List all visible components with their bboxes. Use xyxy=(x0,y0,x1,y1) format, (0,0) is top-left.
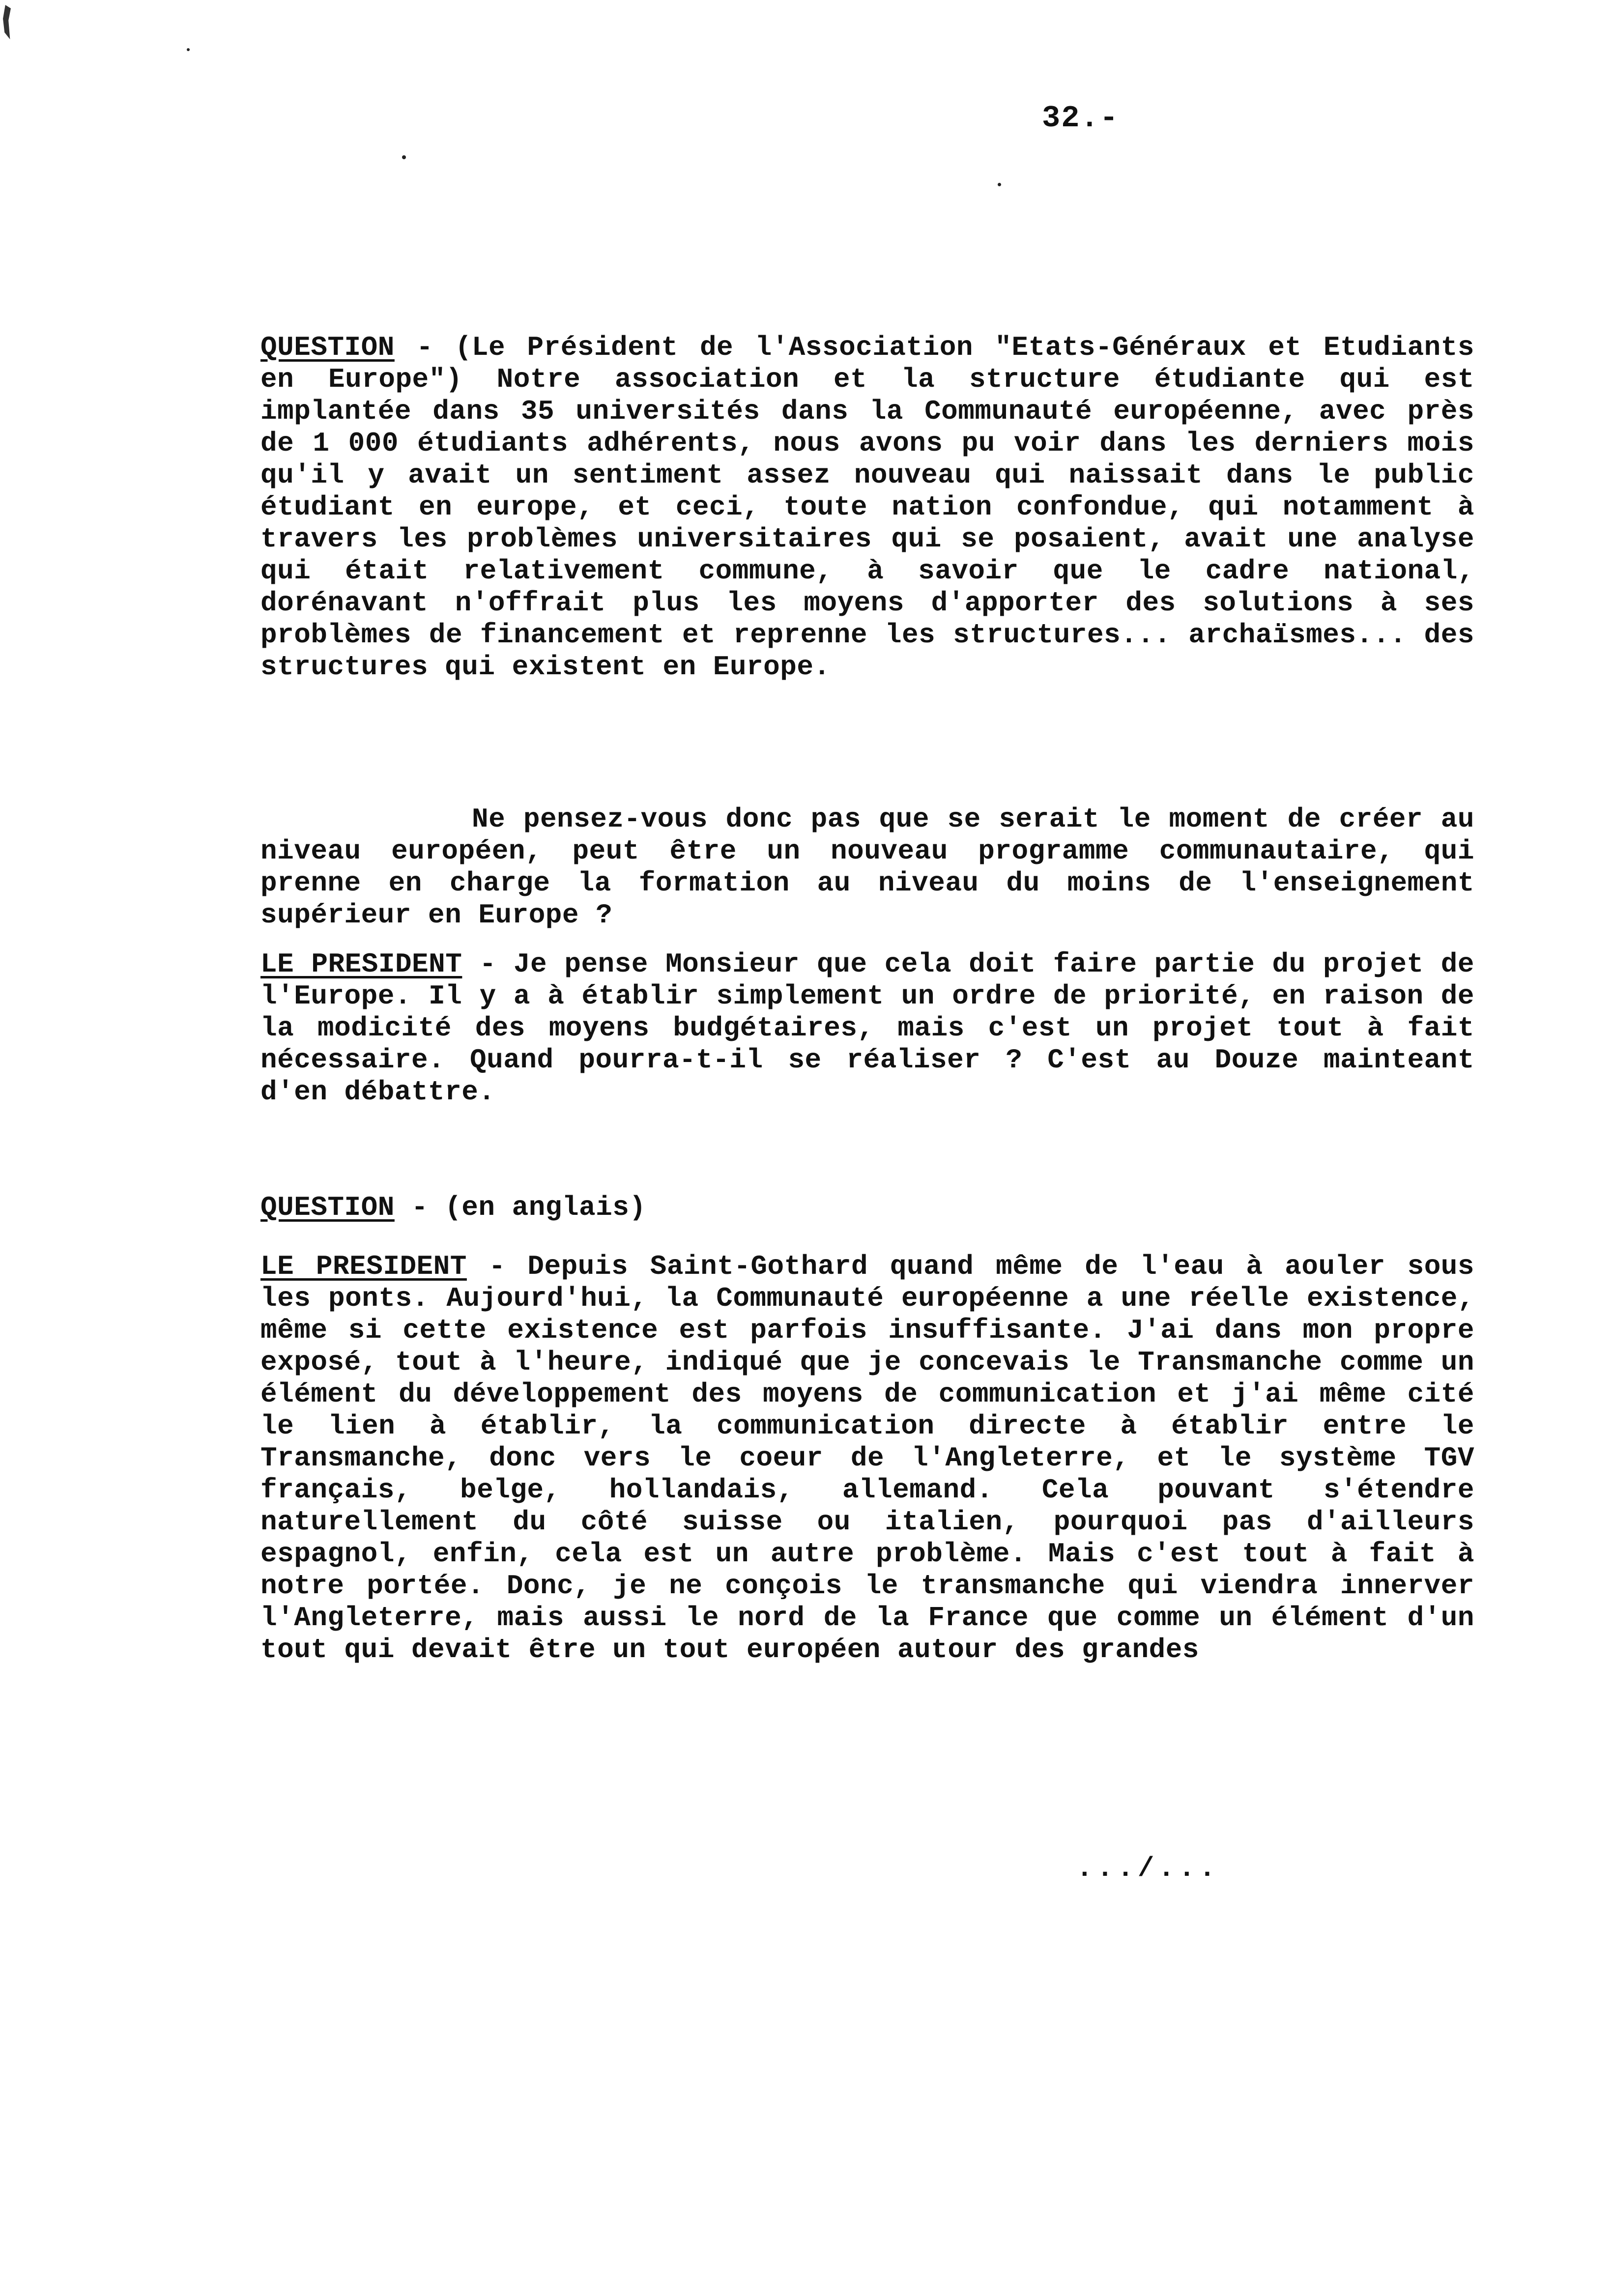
page-number: 32.- xyxy=(1042,101,1119,136)
paragraph-answer-1 xyxy=(260,917,1474,1108)
scan-speck xyxy=(998,183,1001,186)
continuation-mark: .../... xyxy=(1076,1853,1220,1884)
speaker-label: LE PRESIDENT xyxy=(260,1251,467,1282)
margin-scan-mark xyxy=(3,5,11,39)
speaker-label: QUESTION xyxy=(260,1192,395,1223)
paragraph-answer-2 xyxy=(260,1219,1474,1666)
paragraph-question-2 xyxy=(260,772,1474,931)
paragraph-text: Ne pensez-vous donc pas que se serait le moment de créer au niveau européen, peut être un nouveau programme communautaire, qui prenne en charge la formation au niveau du moins de l'enseignement supérieur en Europe ? xyxy=(260,804,1474,931)
paragraph-question-1 xyxy=(260,300,1474,683)
paragraph-text: - Je pense Monsieur que cela doit faire partie du projet de l'Europe. Il y a à établir simplement un ordre de priorité, en raison de la modicité des moyens budgétaires, mais c'est un projet tout à fait nécessaire. Quand pourra-t-il se réaliser ? C'est au Douze mainteant d'en débattre. xyxy=(260,948,1475,1108)
paragraph-text: - (Le Président de l'Association "Etats-Généraux et Etudiants en Europe") Notre association et la structure étudiante qui est implantée dans 35 universités dans la Communauté européenne, avec près de 1 000 étudiants adhérents, nous avons pu voir dans les derniers mois qu'il y avait un sentiment assez nouveau qui naissait dans le public étudiant en europe, et ceci, toute nation confondue, qui notamment à travers les problèmes universitaires qui se posaient, avait une analyse qui était relativement commune, à savoir que le cadre national, dorénavant n'offrait plus les moyens d'apporter des solutions à ses problèmes de financement et reprenne les structures... archaïsmes... des structures qui existent en Europe. xyxy=(260,332,1474,683)
speaker-label: QUESTION xyxy=(260,332,395,363)
speaker-label: LE PRESIDENT xyxy=(260,948,462,980)
scan-speck xyxy=(187,48,190,51)
scan-speck xyxy=(402,155,406,159)
paragraph-text: - (en anglais) xyxy=(394,1192,646,1223)
paragraph-text: - Depuis Saint-Gothard quand même de l'eau à aouler sous les ponts. Aujourd'hui, la Communauté européenne a une réelle existence, même si cette existence est parfois insuffisante. J'ai dans mon propre exposé, tout à l'heure, indiqué que je concevais le Transmanche comme un élément du développement des moyens de communication et j'ai même cité le lien à établir, la communication directe à établir entre le Transmanche, donc vers le coeur de l'Angleterre, et le système TGV français, belge, hollandais, allemand. Cela pouvant s'étendre naturellement du côté suisse ou italien, pourquoi pas d'ailleurs espagnol, enfin, cela est un autre problème. Mais c'est tout à fait à notre portée. Donc, je ne conçois le transmanche qui viendra innerver l'Angleterre, mais aussi le nord de la France que comme un élément d'un tout qui devait être un tout européen autour des grandes xyxy=(260,1251,1475,1665)
paragraph-question-3 xyxy=(260,1160,1474,1224)
